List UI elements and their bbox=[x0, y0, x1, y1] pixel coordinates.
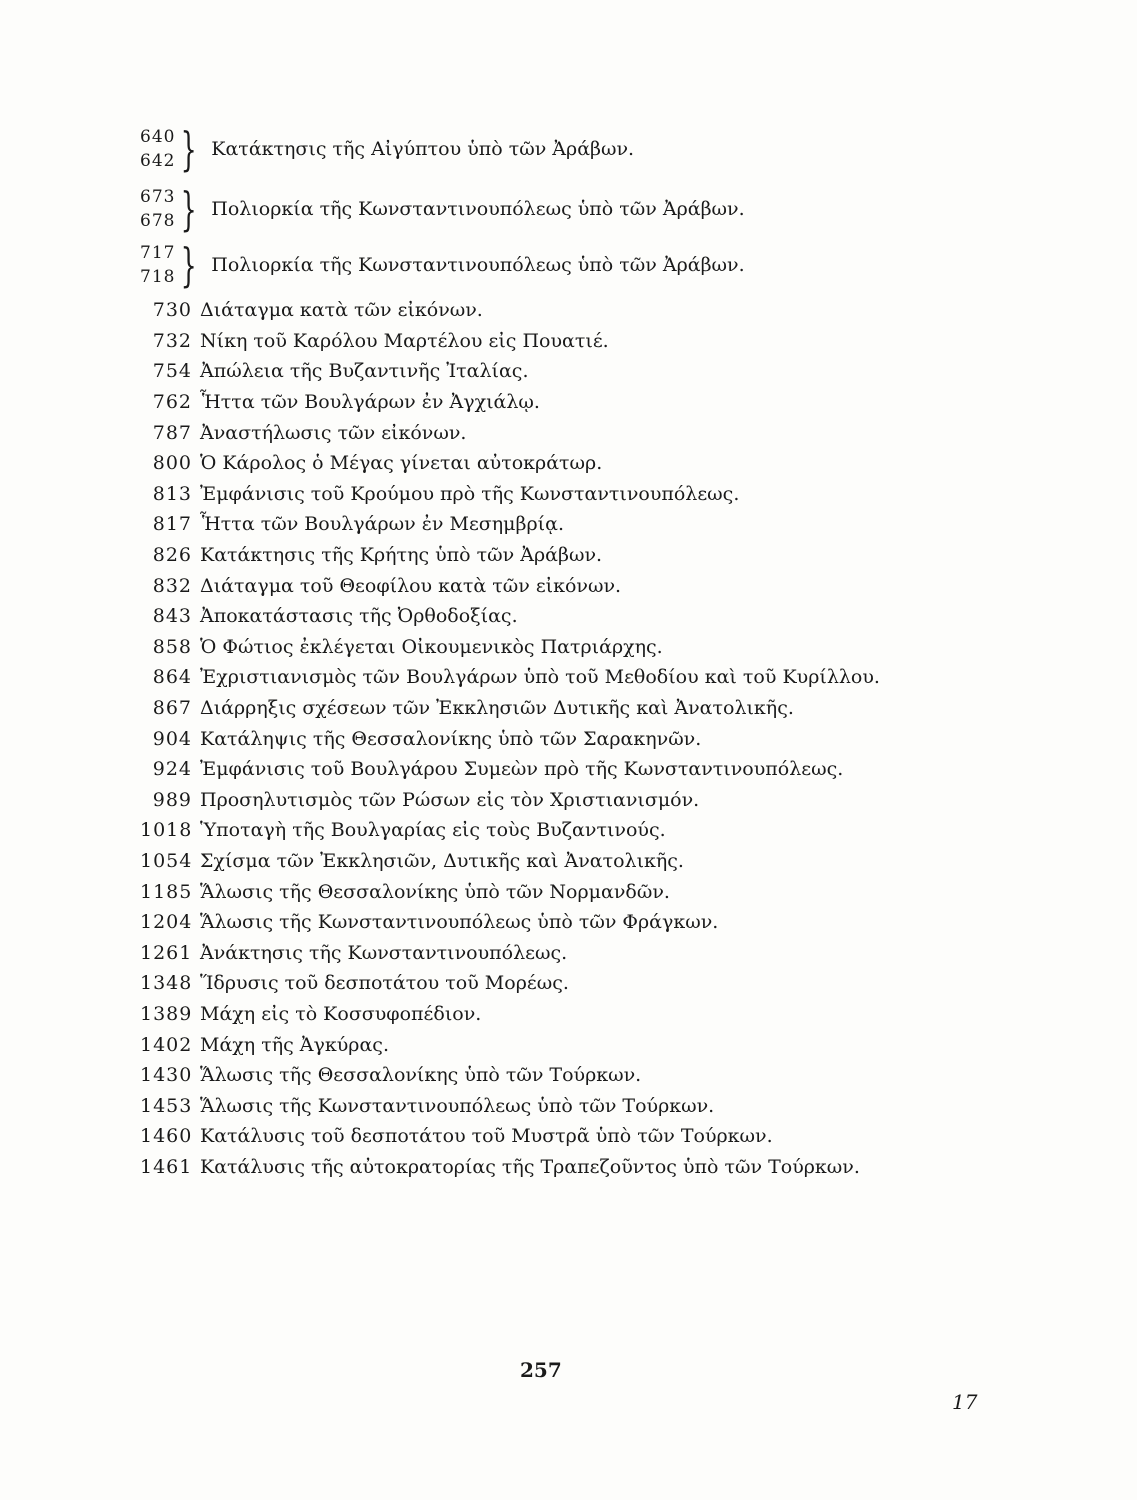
chronology-row bbox=[140, 326, 880, 357]
chronology-row bbox=[140, 785, 880, 816]
chronology-row bbox=[140, 1060, 880, 1091]
year: 732 bbox=[152, 329, 192, 352]
year: 1348 bbox=[140, 972, 193, 995]
event-text: Σχίσμα τῶν Ἐκκλησιῶν, Δυτικῆς καὶ Ἀνατολικῆς. bbox=[200, 849, 684, 872]
chronology-row bbox=[140, 815, 880, 846]
event-text: Ἅλωσις τῆς Κωνσταντινουπόλεως ὑπὸ τῶν Τούρκων. bbox=[200, 1094, 715, 1117]
event-text: Κατάκτησις τῆς Κρήτης ὑπὸ τῶν Ἀράβων. bbox=[200, 544, 603, 567]
event-text: Κατάλυσις τῆς αὐτοκρατορίας τῆς Τραπεζοῦντος ὑπὸ τῶν Τούρκων. bbox=[200, 1155, 860, 1178]
event-text: Ἀνάκτησις τῆς Κωνσταντινουπόλεως. bbox=[200, 941, 568, 964]
chronology-row bbox=[140, 662, 880, 693]
event-text: Διάταγμα κατὰ τῶν εἰκόνων. bbox=[200, 299, 483, 322]
year: 832 bbox=[152, 574, 192, 597]
event-text: Πολιορκία τῆς Κωνσταντινουπόλεως ὑπὸ τῶν Ἀράβων. bbox=[211, 254, 745, 276]
brace: } bbox=[180, 122, 197, 176]
chronology-row bbox=[140, 479, 880, 510]
chronology-row bbox=[140, 601, 880, 632]
year: 989 bbox=[152, 788, 192, 811]
chronology-row bbox=[140, 876, 880, 907]
brace: } bbox=[180, 182, 197, 236]
year: 867 bbox=[152, 697, 192, 720]
event-text: Ἀποκατάστασις τῆς Ὀρθοδοξίας. bbox=[200, 605, 518, 628]
event-text: Ἐμφάνισις τοῦ Κρούμου πρὸ τῆς Κωνσταντινουπόλεως. bbox=[200, 482, 740, 505]
event-text: Ὁ Φώτιος ἐκλέγεται Οἰκουμενικὸς Πατριάρχης. bbox=[200, 635, 663, 658]
bracketed-entry bbox=[140, 182, 745, 236]
event-text: Ἀναστήλωσις τῶν εἰκόνων. bbox=[200, 421, 467, 444]
event-text: Κατάλυσις τοῦ δεσποτάτου τοῦ Μυστρᾶ ὑπὸ τῶν Τούρκων. bbox=[200, 1125, 773, 1148]
year-start: 717 bbox=[140, 243, 176, 263]
event-text: Ἀπώλεια τῆς Βυζαντινῆς Ἰταλίας. bbox=[200, 360, 529, 383]
event-text: Διάρρηξις σχέσεων τῶν Ἐκκλησιῶν Δυτικῆς καὶ Ἀνατολικῆς. bbox=[200, 697, 794, 720]
year-end: 718 bbox=[140, 267, 176, 287]
page-number: 257 bbox=[520, 1358, 562, 1382]
year: 813 bbox=[152, 482, 192, 505]
year: 1453 bbox=[140, 1094, 193, 1117]
chronology-row bbox=[140, 509, 880, 540]
brace: } bbox=[180, 238, 197, 292]
chronology-row bbox=[140, 570, 880, 601]
chronology-row bbox=[140, 1121, 880, 1152]
event-text: Ἐχριστιανισμὸς τῶν Βουλγάρων ὑπὸ τοῦ Μεθοδίου καὶ τοῦ Κυρίλλου. bbox=[200, 666, 880, 689]
bracketed-years bbox=[140, 125, 180, 173]
event-text: Διάταγμα τοῦ Θεοφίλου κατὰ τῶν εἰκόνων. bbox=[200, 574, 622, 597]
chronology-row bbox=[140, 1029, 880, 1060]
event-text: Ἅλωσις τῆς Κωνσταντινουπόλεως ὑπὸ τῶν Φράγκων. bbox=[200, 911, 719, 934]
chronology-row bbox=[140, 937, 880, 968]
year-end: 642 bbox=[140, 151, 176, 171]
year: 1402 bbox=[140, 1033, 193, 1056]
event-text: Προσηλυτισμὸς τῶν Ρώσων εἰς τὸν Χριστιανισμόν. bbox=[200, 788, 700, 811]
chronology-row bbox=[140, 693, 880, 724]
event-text: Ἧττα τῶν Βουλγάρων ἐν Ἀγχιάλῳ. bbox=[200, 391, 540, 414]
year: 1204 bbox=[140, 911, 193, 934]
event-text: Μάχη τῆς Ἀγκύρας. bbox=[200, 1033, 389, 1056]
sheet-signature-mark: 17 bbox=[952, 1390, 978, 1414]
year: 1389 bbox=[140, 1002, 193, 1025]
chronology-row bbox=[140, 448, 880, 479]
year: 1261 bbox=[140, 941, 193, 964]
chronology-row bbox=[140, 968, 880, 999]
year: 864 bbox=[152, 666, 192, 689]
year: 1054 bbox=[140, 849, 193, 872]
event-text: Ἅλωσις τῆς Θεσσαλονίκης ὑπὸ τῶν Νορμανδῶν. bbox=[200, 880, 670, 903]
year: 904 bbox=[152, 727, 192, 750]
year: 843 bbox=[152, 605, 192, 628]
event-text: Ἅλωσις τῆς Θεσσαλονίκης ὑπὸ τῶν Τούρκων. bbox=[200, 1064, 642, 1087]
bracketed-entry bbox=[140, 238, 745, 292]
chronology-row bbox=[140, 907, 880, 938]
event-text: Νίκη τοῦ Καρόλου Μαρτέλου εἰς Πουατιέ. bbox=[200, 329, 609, 352]
year: 800 bbox=[152, 452, 192, 475]
year: 858 bbox=[152, 635, 192, 658]
chronology-row bbox=[140, 417, 880, 448]
event-text: Πολιορκία τῆς Κωνσταντινουπόλεως ὑπὸ τῶν Ἀράβων. bbox=[211, 198, 745, 220]
year: 1185 bbox=[140, 880, 193, 903]
event-text: Μάχη εἰς τὸ Κοσσυφοπέδιον. bbox=[200, 1002, 482, 1025]
year-start: 673 bbox=[140, 187, 176, 207]
event-text: Ἧττα τῶν Βουλγάρων ἐν Μεσημβρίᾳ. bbox=[200, 513, 564, 536]
event-text: Ὁ Κάρολος ὁ Μέγας γίνεται αὐτοκράτωρ. bbox=[200, 452, 603, 475]
year: 730 bbox=[152, 299, 192, 322]
chronology-row bbox=[140, 723, 880, 754]
year: 1018 bbox=[140, 819, 193, 842]
chronology-row bbox=[140, 846, 880, 877]
year: 762 bbox=[152, 391, 192, 414]
chronology-row bbox=[140, 356, 880, 387]
event-text: Ἵδρυσις τοῦ δεσποτάτου τοῦ Μορέως. bbox=[200, 972, 569, 995]
year: 1460 bbox=[140, 1125, 193, 1148]
year: 1461 bbox=[140, 1155, 193, 1178]
year: 924 bbox=[152, 758, 192, 781]
year-start: 640 bbox=[140, 127, 176, 147]
year: 1430 bbox=[140, 1064, 193, 1087]
bracketed-years bbox=[140, 185, 180, 233]
event-text: Ἐμφάνισις τοῦ Βουλγάρου Συμεὼν πρὸ τῆς Κωνσταντινουπόλεως. bbox=[200, 758, 844, 781]
chronology-row bbox=[140, 295, 880, 326]
event-text: Κατάληψις τῆς Θεσσαλονίκης ὑπὸ τῶν Σαρακηνῶν. bbox=[200, 727, 702, 750]
chronology-row bbox=[140, 754, 880, 785]
event-text: Κατάκτησις τῆς Αἰγύπτου ὑπὸ τῶν Ἀράβων. bbox=[211, 138, 635, 160]
event-text: Ὑποταγὴ τῆς Βουλγαρίας εἰς τοὺς Βυζαντινούς. bbox=[200, 819, 666, 842]
chronology-row bbox=[140, 387, 880, 418]
chronology-row bbox=[140, 632, 880, 663]
chronology-row bbox=[140, 999, 880, 1030]
chronology-list bbox=[140, 295, 880, 1182]
chronology-row bbox=[140, 1152, 880, 1183]
year: 826 bbox=[152, 544, 192, 567]
year: 754 bbox=[152, 360, 192, 383]
year: 817 bbox=[152, 513, 192, 536]
year: 787 bbox=[152, 421, 192, 444]
bracketed-years bbox=[140, 241, 180, 289]
chronology-row bbox=[140, 1090, 880, 1121]
bracketed-entry bbox=[140, 122, 634, 176]
chronology-row bbox=[140, 540, 880, 571]
year-end: 678 bbox=[140, 211, 176, 231]
